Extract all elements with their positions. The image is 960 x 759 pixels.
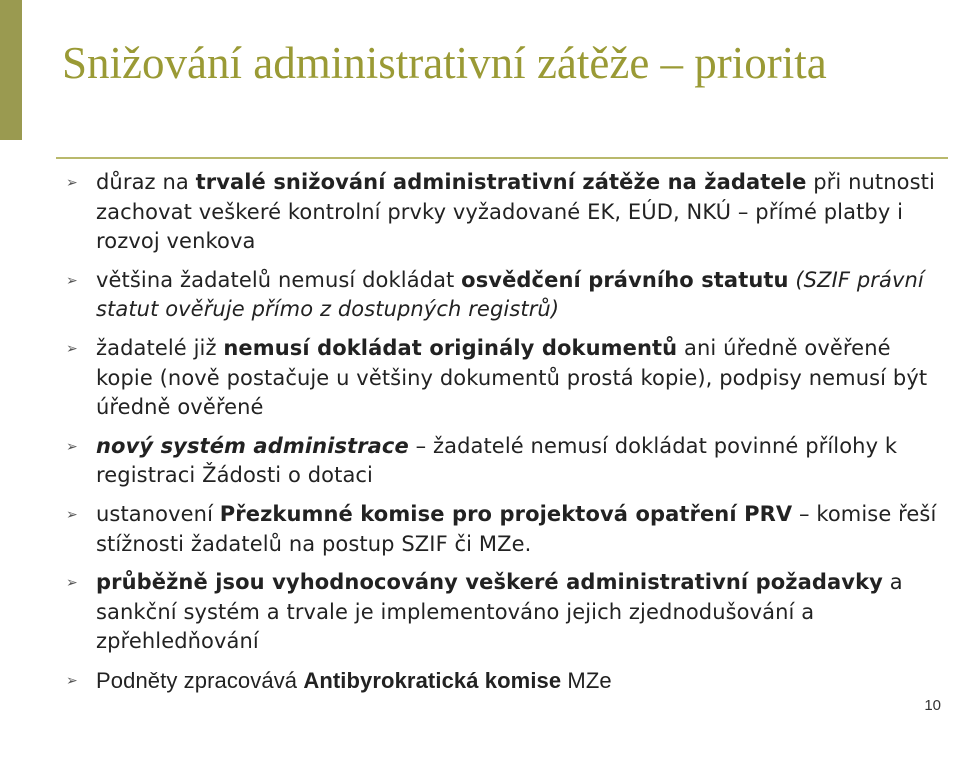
emphasis-segment: průběžně jsou vyhodnocovány veškeré administrativní požadavky: [96, 570, 883, 595]
arrow-bullet-icon: ➢: [66, 506, 78, 523]
emphasis-segment: Přezkumné komise pro projektová opatření PRV: [219, 501, 793, 526]
bullet-text: [96, 432, 951, 491]
bullet-text: [96, 168, 951, 257]
arrow-bullet-icon: ➢: [66, 340, 78, 357]
bullet-text: [96, 568, 951, 657]
title-divider: [56, 157, 948, 159]
text-segment: a sankční systém a trvale je implementováno jejich zjednodušování a zpřehledňování: [96, 570, 903, 654]
bullet-item: [66, 666, 951, 696]
text-segment: většina žadatelů nemusí dokládat: [96, 267, 462, 292]
page-number: 10: [924, 697, 941, 714]
text-segment: Podněty zpracovává: [96, 667, 304, 693]
text-segment: ustanovení: [96, 501, 220, 526]
emphasis-segment: osvědčení právního statutu: [461, 267, 789, 292]
bullet-item: [66, 500, 951, 559]
arrow-bullet-icon: ➢: [66, 672, 78, 689]
bullet-item: [66, 432, 951, 491]
emphasis-segment: nový systém administrace: [96, 433, 409, 458]
arrow-bullet-icon: ➢: [66, 438, 78, 455]
accent-bar: [0, 0, 22, 140]
arrow-bullet-icon: ➢: [66, 272, 78, 289]
text-segment: – žadatelé nemusí dokládat povinné přílohy k registraci Žádosti o dotaci: [96, 433, 898, 488]
bullet-item: [66, 168, 951, 257]
bullet-text: [96, 266, 951, 325]
emphasis-segment: Antibyrokratická komise: [303, 667, 562, 693]
bullet-item: [66, 334, 951, 423]
emphasis-segment: (SZIF právní statut ověřuje přímo z dostupných registrů): [96, 267, 924, 322]
bullet-text: [96, 334, 951, 423]
arrow-bullet-icon: ➢: [66, 175, 78, 191]
emphasis-segment: nemusí dokládat originály dokumentů: [223, 335, 678, 360]
bullet-list: [66, 168, 951, 705]
text-segment: – komise řeší stížnosti žadatelů na postup SZIF či MZe.: [96, 501, 937, 556]
arrow-bullet-icon: ➢: [66, 575, 78, 592]
text-segment: žadatelé již: [96, 335, 224, 360]
text-segment: při nutnosti zachovat veškeré kontrolní prvky vyžadované EK, EÚD, NKÚ – přímé platby i rozvoj venkova: [96, 170, 935, 254]
text-segment: ani úředně ověřené kopie (nově postačuje u většiny dokumentů prostá kopie), podpisy nemusí být úředně ověřené: [96, 335, 928, 420]
text-segment: důraz na: [96, 170, 196, 194]
bullet-text: [96, 500, 951, 559]
bullet-item: [66, 266, 951, 325]
bullet-item: [66, 568, 951, 657]
text-segment: MZe: [561, 667, 612, 693]
bullet-text: [96, 666, 612, 696]
slide-title: Snižování administrativní zátěže – priorita: [62, 38, 827, 88]
emphasis-segment: trvalé snižování administrativní zátěže na žadatele: [195, 170, 807, 194]
